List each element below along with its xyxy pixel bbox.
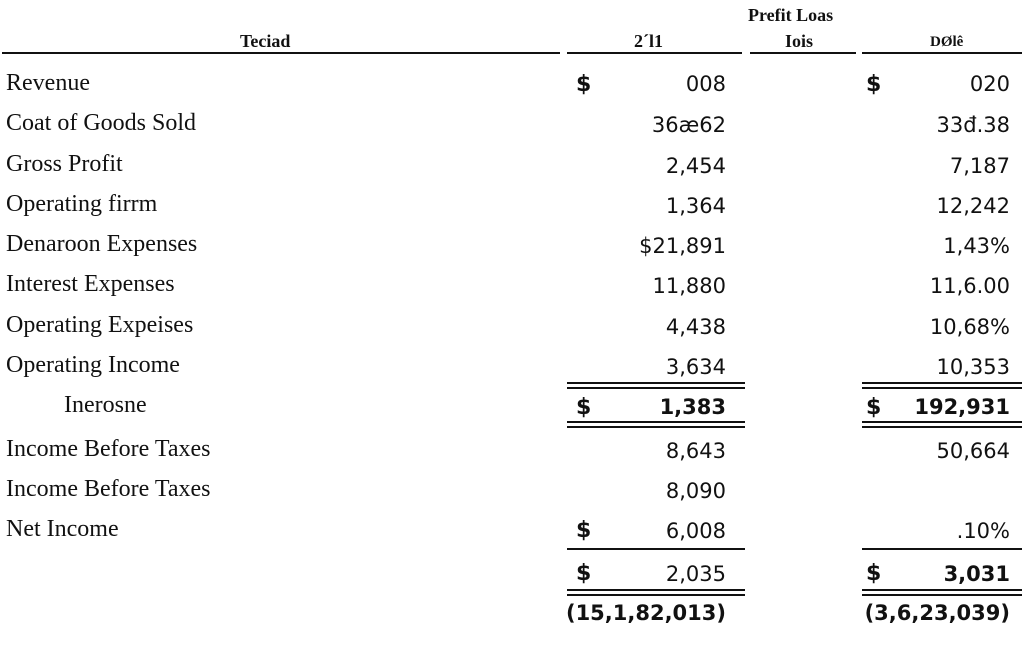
- row-label-income-before-taxes-1: Income Before Taxes: [6, 436, 211, 462]
- header-rule-label: [2, 52, 560, 54]
- net-income-rule-col1: [567, 548, 745, 550]
- row-operating-expenses-col2-value: 10,68%: [929, 315, 1010, 339]
- row-gross-profit-col2-value: 7,187: [949, 154, 1010, 178]
- row-operating-firm-col2-value: 12,242: [936, 194, 1010, 218]
- subtotal-top-rule-col1-b: [567, 387, 745, 389]
- row-inerosne-col2-value: 192,931: [914, 395, 1010, 419]
- row-revenue-col2-currency: $: [866, 72, 882, 97]
- row-label-operating-income: Operating Income: [6, 352, 180, 378]
- subtotal-bottom-rule-col1-a: [567, 421, 745, 423]
- row-interest-col2-value: 11,6.00: [929, 274, 1010, 298]
- row-cogs-col2-value: 33đ.38: [936, 113, 1010, 137]
- row-label-cogs: Coat of Goods Sold: [6, 110, 197, 136]
- net-income-rule-col2: [862, 548, 1022, 550]
- row-interest-col1-value: 11,880: [652, 274, 726, 298]
- row-revenue-col2-value: 020: [969, 72, 1010, 96]
- row-label-inerosne: Inerosne: [64, 392, 147, 418]
- row-income-before-taxes-1-col1-value: 8,643: [665, 439, 726, 463]
- row-grand-total-col2-value: (3,6,23,039): [864, 601, 1010, 625]
- row-label-operating-expenses: Operating Expeises: [6, 312, 194, 338]
- report-title: Prefit Loas: [748, 5, 834, 25]
- subtotal-top-rule-col2-b: [862, 387, 1022, 389]
- row-denaroon-col2-value: 1,43%: [943, 234, 1010, 258]
- subtotal-top-rule-col2-a: [862, 382, 1022, 384]
- subtotal-bottom-rule-col2-b: [862, 426, 1022, 428]
- row-income-before-taxes-1-col2-value: 50,664: [936, 439, 1010, 463]
- header-rule-col1: [567, 52, 742, 54]
- header-rule-col2: [862, 52, 1022, 54]
- row-inerosne-col1-value: 1,383: [659, 395, 726, 419]
- row-operating-expenses-col1-value: 4,438: [665, 315, 726, 339]
- column-2021-header: 2´l1: [634, 31, 663, 51]
- total-rule-col1-a: [567, 589, 745, 591]
- report-subtitle: Iois: [785, 31, 814, 51]
- row-label-interest-expenses: Interest Expenses: [6, 271, 175, 297]
- row-grand-total-col1-value: (15,1,82,013): [565, 601, 726, 625]
- row-denaroon-col1-value: $21,891: [639, 234, 726, 258]
- row-total-col1-value: 2,035: [665, 562, 726, 586]
- row-net-income-col1-value: 6,008: [665, 519, 726, 543]
- row-revenue-col1-currency: $: [576, 72, 592, 97]
- column-2022-header: DØlê: [930, 34, 964, 50]
- row-label-gross-profit: Gross Profit: [6, 151, 123, 177]
- header-rule-title: [750, 52, 856, 54]
- row-total-col2-currency: $: [866, 561, 882, 586]
- row-net-income-col1-currency: $: [576, 518, 592, 543]
- row-operating-income-col1-value: 3,634: [665, 355, 726, 379]
- row-inerosne-col2-currency: $: [866, 395, 882, 420]
- row-total-col1-currency: $: [576, 561, 592, 586]
- row-inerosne-col1-currency: $: [576, 395, 592, 420]
- row-label-operating-firm: Operating firrm: [6, 191, 158, 217]
- row-cogs-col1-value: 36æ62: [651, 113, 726, 137]
- row-income-before-taxes-2-col1-value: 8,090: [665, 479, 726, 503]
- row-label-income-before-taxes-2: Income Before Taxes: [6, 476, 211, 502]
- total-rule-col2-a: [862, 589, 1022, 591]
- row-net-income-col2-value: .10%: [956, 519, 1010, 543]
- row-operating-income-col2-value: 10,353: [936, 355, 1010, 379]
- row-revenue-col1-value: 008: [685, 72, 726, 96]
- row-label-denaroon-expenses: Denaroon Expenses: [6, 231, 198, 257]
- subtotal-top-rule-col1-a: [567, 382, 745, 384]
- subtotal-bottom-rule-col2-a: [862, 421, 1022, 423]
- row-operating-firm-col1-value: 1,364: [665, 194, 726, 218]
- period-header: Teciad: [240, 31, 291, 51]
- row-gross-profit-col1-value: 2,454: [665, 154, 726, 178]
- row-label-net-income: Net Income: [6, 516, 119, 542]
- subtotal-bottom-rule-col1-b: [567, 426, 745, 428]
- row-label-revenue: Revenue: [6, 70, 90, 96]
- total-rule-col1-b: [567, 594, 745, 596]
- total-rule-col2-b: [862, 594, 1022, 596]
- row-total-col2-value: 3,031: [943, 562, 1010, 586]
